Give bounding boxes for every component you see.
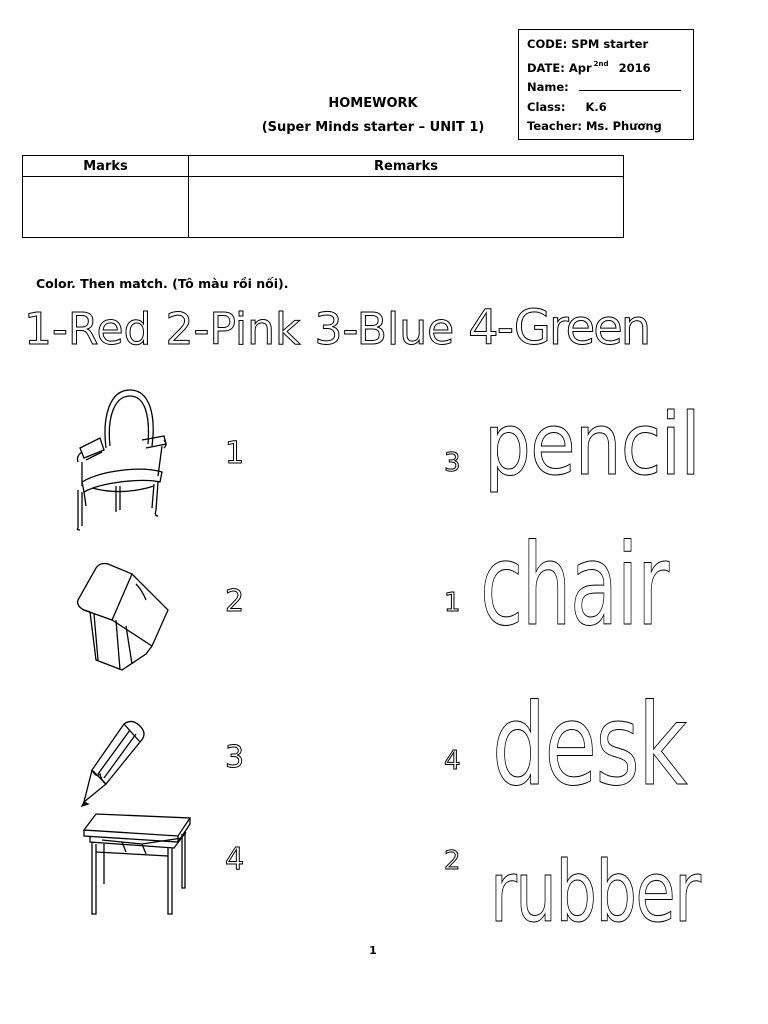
page-subtitle: (Super Minds starter – UNIT 1) [261, 120, 485, 135]
code-line: CODE: SPM starter [527, 37, 649, 51]
word-chair[interactable]: chair [480, 521, 668, 651]
picture-number-1: 1 [225, 436, 245, 471]
word-desk[interactable]: desk [492, 681, 686, 811]
remarks-cell[interactable] [189, 177, 624, 238]
pencil-icon[interactable] [80, 718, 150, 808]
color-key-blue: 3-Blue [314, 304, 455, 355]
class-line: Class: K.6 [527, 99, 607, 114]
marks-header: Marks [23, 156, 189, 177]
word-number-rubber: 2 [444, 846, 461, 876]
page-title: HOMEWORK [328, 96, 418, 111]
instruction-text: Color. Then match. (Tô màu rồi nối). [36, 276, 289, 291]
color-key-pink: 2-Pink [165, 304, 301, 355]
page-number: 1 [369, 944, 377, 957]
word-number-chair: 1 [444, 588, 461, 618]
rubber-icon[interactable] [76, 560, 172, 672]
marks-cell[interactable] [23, 177, 189, 238]
color-key [24, 300, 663, 356]
name-line: Name: [527, 78, 693, 98]
marks-table [22, 155, 624, 238]
chair-icon[interactable] [72, 386, 172, 531]
color-key-green: 4-Green [468, 300, 650, 356]
name-blank[interactable] [579, 79, 681, 91]
remarks-header: Remarks [189, 156, 624, 177]
date-line: DATE: Apr $^{2nd}$ 2016 [527, 59, 651, 75]
word-number-pencil: 3 [444, 448, 461, 478]
picture-number-2: 2 [225, 584, 245, 619]
word-number-desk: 4 [444, 746, 461, 776]
teacher-line: Teacher: Ms. Phương [527, 119, 662, 134]
color-key-red: 1-Red [24, 304, 152, 355]
desk-icon[interactable] [82, 812, 194, 916]
picture-number-4: 4 [225, 842, 245, 877]
word-rubber[interactable]: rubber [490, 843, 700, 941]
picture-number-3: 3 [225, 740, 245, 775]
word-pencil[interactable]: pencil [484, 395, 700, 495]
